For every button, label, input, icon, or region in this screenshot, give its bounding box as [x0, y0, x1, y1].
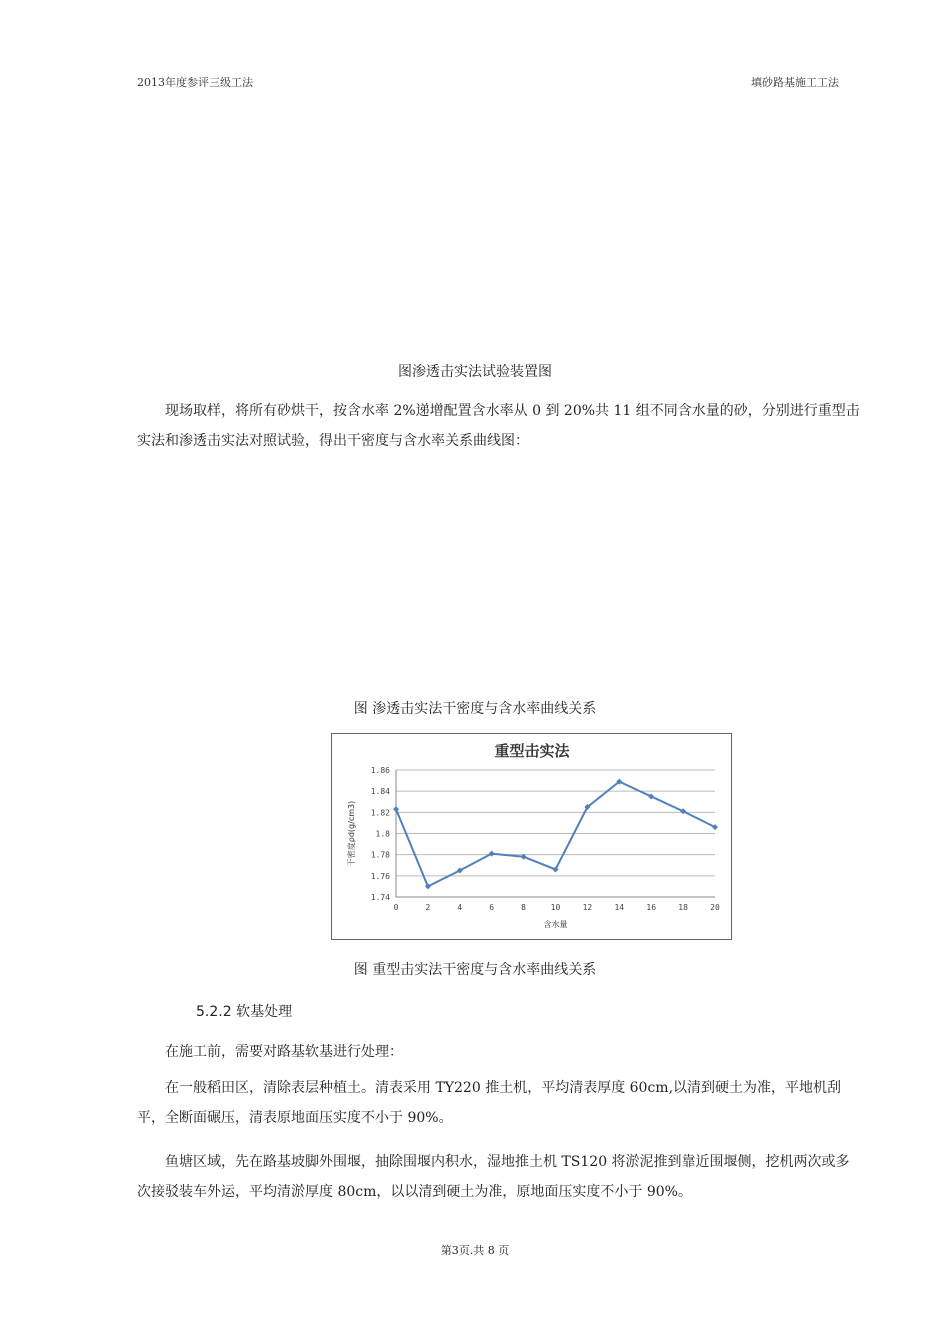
y-axis-label: 干密度ρd(g/cm3): [347, 800, 356, 867]
y-tick-label: 1.84: [370, 787, 390, 797]
y-tick-label: 1.74: [370, 893, 390, 902]
page-footer: 第3页.共 8 页: [440, 1244, 510, 1257]
data-point: [648, 793, 654, 799]
y-tick-label: 1.78: [370, 850, 390, 860]
y-tick-label: 1.86: [370, 766, 390, 775]
header-right: 填砂路基施工工法: [751, 76, 839, 89]
x-tick-label: 8: [521, 903, 527, 912]
y-tick-label: 1.82: [370, 808, 390, 818]
x-tick-label: 10: [550, 903, 561, 912]
heavy-compaction-chart: [331, 733, 732, 940]
x-tick-label: 0: [393, 903, 399, 912]
figure-caption-penetration: 图 渗透击实法干密度与含水率曲线关系: [353, 701, 597, 717]
figure-caption-apparatus: 图渗透击实法试验装置图: [398, 364, 552, 380]
x-axis-label: 含水量: [543, 920, 568, 929]
x-tick-label: 14: [614, 903, 625, 912]
x-tick-label: 18: [678, 903, 688, 912]
paragraph-soft-base-intro: 在施工前，需要对路基软基进行处理：: [165, 1044, 403, 1060]
x-tick-label: 12: [582, 903, 593, 912]
x-tick-label: 16: [646, 903, 657, 912]
paragraph-fish-pond: 鱼塘区域，先在路基坡脚外围堰，抽除围堰内积水，湿地推土机 TS120 将淤泥推到靠近围堰侧，挖机两次或多次接驳装车外运，平均清淤厚度 80cm，以以清到硬土为准，原地面压实度不小于 90%。: [137, 1154, 850, 1200]
section-heading: 5.2.2 软基处理: [196, 1004, 293, 1020]
data-point: [393, 806, 399, 812]
header-left: 2013年度参评三级工法: [137, 76, 253, 89]
x-tick-label: 20: [710, 903, 720, 912]
x-tick-label: 6: [489, 903, 495, 912]
x-tick-label: 4: [457, 903, 463, 912]
y-tick-label: 1.76: [370, 871, 390, 881]
paragraph-paddy-field: 在一般稻田区，清除表层种植土。清表采用 TY220 推土机，平均清表厚度 60cm,以清到硬土为准，平地机刮平，全断面碾压，清表原地面压实度不小于 90%。: [137, 1080, 842, 1126]
figure-caption-heavy: 图 重型击实法干密度与含水率曲线关系: [353, 962, 597, 978]
paragraph-sampling: 现场取样，将所有砂烘干，按含水率 2%递增配置含水率从 0 到 20%共 11 组不同含水量的砂，分别进行重型击实法和渗透击实法对照试验，得出干密度与含水率关系曲线图：: [137, 403, 860, 449]
y-tick-label: 1.8: [375, 829, 390, 839]
chart-title: 重型击实法: [494, 742, 570, 760]
x-tick-label: 2: [425, 903, 431, 912]
chart-svg: [332, 734, 731, 939]
